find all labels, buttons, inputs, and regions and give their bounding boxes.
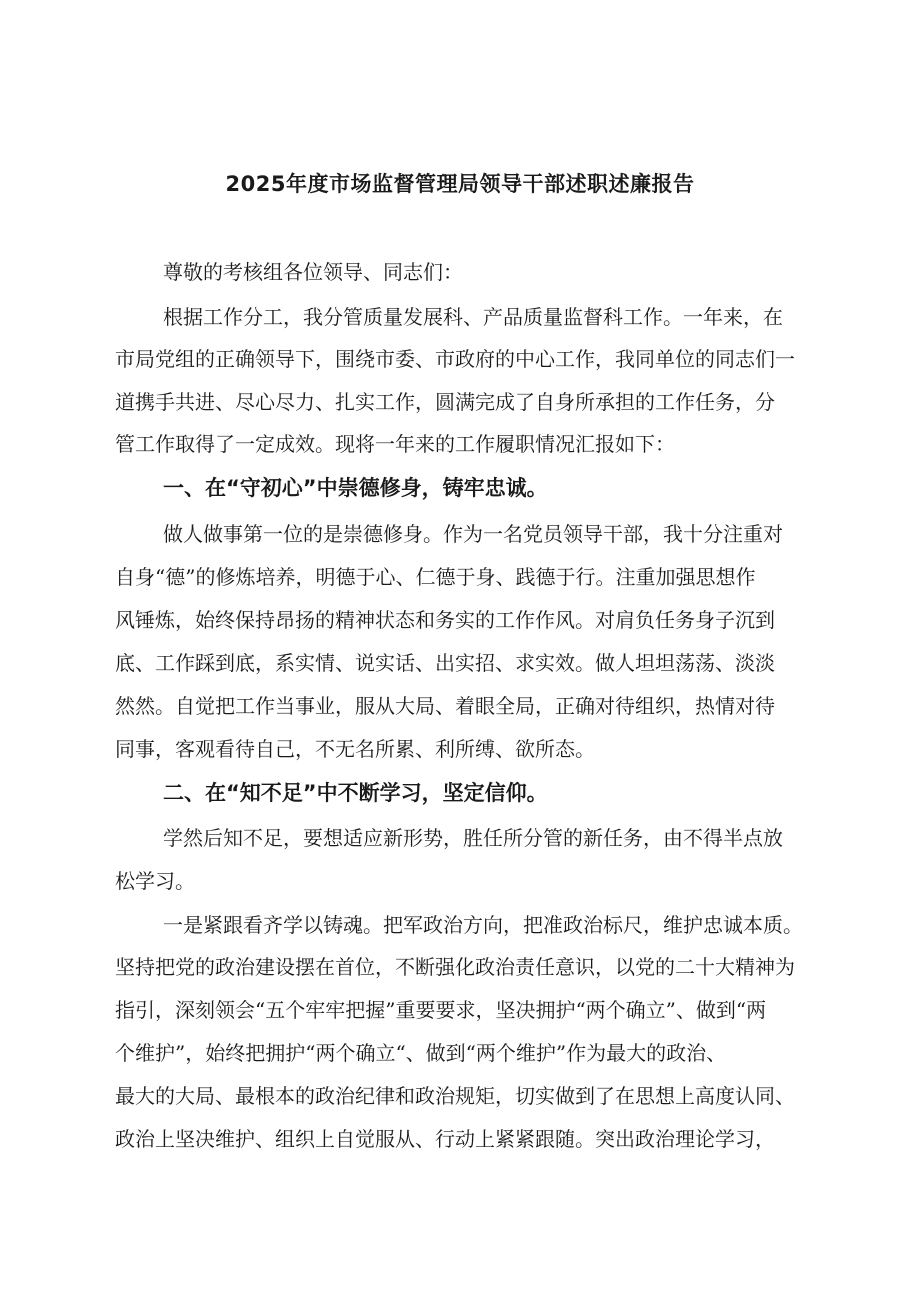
paragraph-line: 指引，深刻领会“五个牢牢把握”重要要求，坚决拥护“两个确立”、做到“两 [115, 998, 767, 1022]
salutation: 尊敬的考核组各位领导、同志们： [163, 260, 463, 284]
paragraph-line: 管工作取得了一定成效。现将一年来的工作履职情况汇报如下： [115, 432, 675, 456]
paragraph-line: 风锤炼，始终保持昂扬的精神状态和务实的工作作风。对肩负任务身子沉到 [115, 608, 775, 632]
document-title: 2025年度市场监督管理局领导干部述职述廉报告 [225, 172, 695, 196]
paragraph-line: 然然。自觉把工作当事业，服从大局、着眼全局，正确对待组织，热情对待 [115, 694, 775, 718]
paragraph-line: 自身“德”的修炼培养，明德于心、仁德于身、践德于行。注重加强思想作 [115, 565, 756, 589]
paragraph-line: 最大的大局、最根本的政治纪律和政治规矩，切实做到了在思想上高度认同、 [115, 1084, 795, 1108]
paragraph-line: 个维护”，始终把拥护“两个确立“、做到“两个维护”作为最大的政治、 [115, 1041, 727, 1065]
paragraph-line: 根据工作分工，我分管质量发展科、产品质量监督科工作。一年来，在 [163, 305, 783, 329]
section-heading-1: 一、在“守初心”中崇德修身，铸牢忠诚。 [163, 476, 548, 500]
paragraph-line: 坚持把党的政治建设摆在首位，不断强化政治责任意识，以党的二十大精神为 [115, 955, 795, 979]
paragraph-line: 底、工作踩到底，系实情、说实话、出实招、求实效。做人坦坦荡荡、淡淡 [115, 651, 775, 675]
paragraph-line: 市局党组的正确领导下，围绕市委、市政府的中心工作，我同单位的同志们一 [115, 347, 795, 371]
paragraph-line: 做人做事第一位的是崇德修身。作为一名党员领导干部，我十分注重对 [163, 522, 783, 546]
paragraph-line: 政治上坚决维护、组织上自觉服从、行动上紧紧跟随。突出政治理论学习， [115, 1127, 775, 1151]
paragraph-line: 道携手共进、尽心尽力、扎实工作，圆满完成了自身所承担的工作任务，分 [115, 390, 775, 414]
paragraph-line: 学然后知不足，要想适应新形势，胜任所分管的新任务，由不得半点放 [163, 826, 783, 850]
paragraph-line: 松学习。 [115, 869, 195, 893]
section-heading-2: 二、在“知不足”中不断学习，坚定信仰。 [163, 781, 548, 805]
paragraph-line: 一是紧跟看齐学以铸魂。把军政治方向，把准政治标尺，维护忠诚本质。 [163, 913, 803, 937]
paragraph-line: 同事，客观看待自己，不无名所累、利所缚、欲所态。 [115, 737, 595, 761]
